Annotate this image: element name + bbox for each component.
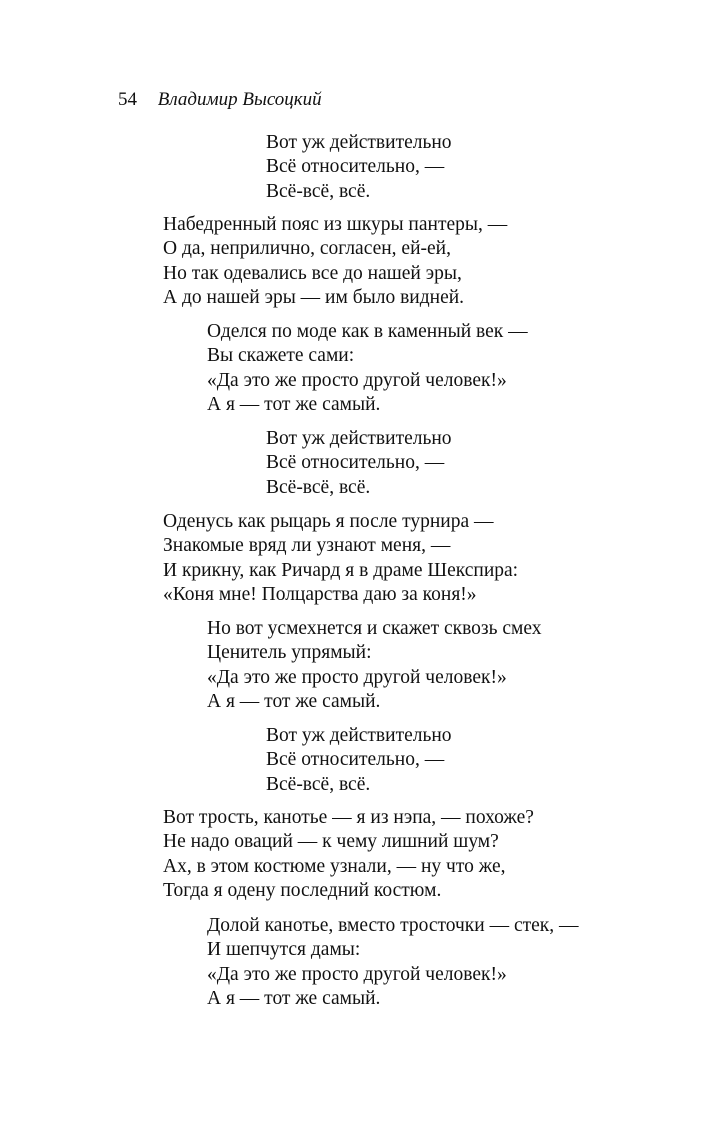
poem-line: А я — тот же самый. [207, 988, 381, 1010]
poem-line: Всё-всё, всё. [266, 773, 371, 795]
poem-line: Всё-всё, всё. [266, 180, 371, 202]
stanza-refrain [266, 131, 452, 204]
page-number: 54 [118, 89, 137, 110]
poem-line: Вот уж действительно [266, 725, 452, 746]
poem-line: «Да это же просто другой человек!» [207, 963, 507, 985]
poem-line: Знакомые вряд ли узнают меня, — [163, 535, 451, 557]
poem-line: Вот уж действительно [266, 428, 452, 449]
poem-line: Всё относительно, — [266, 749, 445, 771]
poem-line: Набедренный пояс из шкуры пантеры, — [163, 214, 508, 235]
poem-line: Но вот усмехнется и скажет сквозь смех [207, 618, 542, 639]
stanza-refrain [266, 427, 452, 500]
poem-line: Ценитель упрямый: [207, 642, 372, 664]
poem-line: Оденусь как рыцарь я после турнира — [163, 511, 494, 532]
stanza-verse [163, 510, 518, 608]
running-header [118, 88, 322, 112]
stanza-refrain [266, 724, 452, 797]
poem-line: И крикну, как Ричард я в драме Шекспира: [163, 559, 519, 581]
poem-line: Тогда я одену последний костюм. [163, 880, 442, 902]
poem-line: О да, неприлично, согласен, ей-ей, [163, 238, 451, 260]
poem-line: Долой канотье, вместо тросточки — стек, — [207, 915, 579, 936]
poem-line: «Да это же просто другой человек!» [207, 369, 507, 391]
poem-line: Вот трость, канотье — я из нэпа, — похоже? [163, 807, 534, 828]
stanza-chorus [207, 617, 542, 715]
poem-line: Вы скажете сами: [207, 345, 355, 367]
poem-line: Всё-всё, всё. [266, 476, 371, 498]
poem-line: Не надо оваций — к чему лишний шум? [163, 831, 499, 853]
poem-line: А до нашей эры — им было видней. [163, 287, 465, 309]
poem-line: Всё относительно, — [266, 452, 445, 474]
poem-line: И шепчутся дамы: [207, 939, 361, 961]
poem-line: «Да это же просто другой человек!» [207, 666, 507, 688]
poem-line: Но так одевались все до нашей эры, [163, 262, 462, 284]
poem-line: «Коня мне! Полцарства даю за коня!» [163, 584, 477, 606]
stanza-verse [163, 806, 534, 904]
poem-line: Всё относительно, — [266, 156, 445, 178]
poem-line: Оделся по моде как в каменный век — [207, 321, 528, 342]
poem-line: Ах, в этом костюме узнали, — ну что же, [163, 855, 506, 877]
stanza-chorus [207, 320, 528, 418]
poem-line: Вот уж действительно [266, 132, 452, 153]
stanza-chorus [207, 914, 579, 1012]
running-head-author: Владимир Высоцкий [157, 89, 322, 110]
poem-line: А я — тот же самый. [207, 691, 381, 713]
stanza-verse [163, 213, 507, 311]
poem-line: А я — тот же самый. [207, 394, 381, 416]
